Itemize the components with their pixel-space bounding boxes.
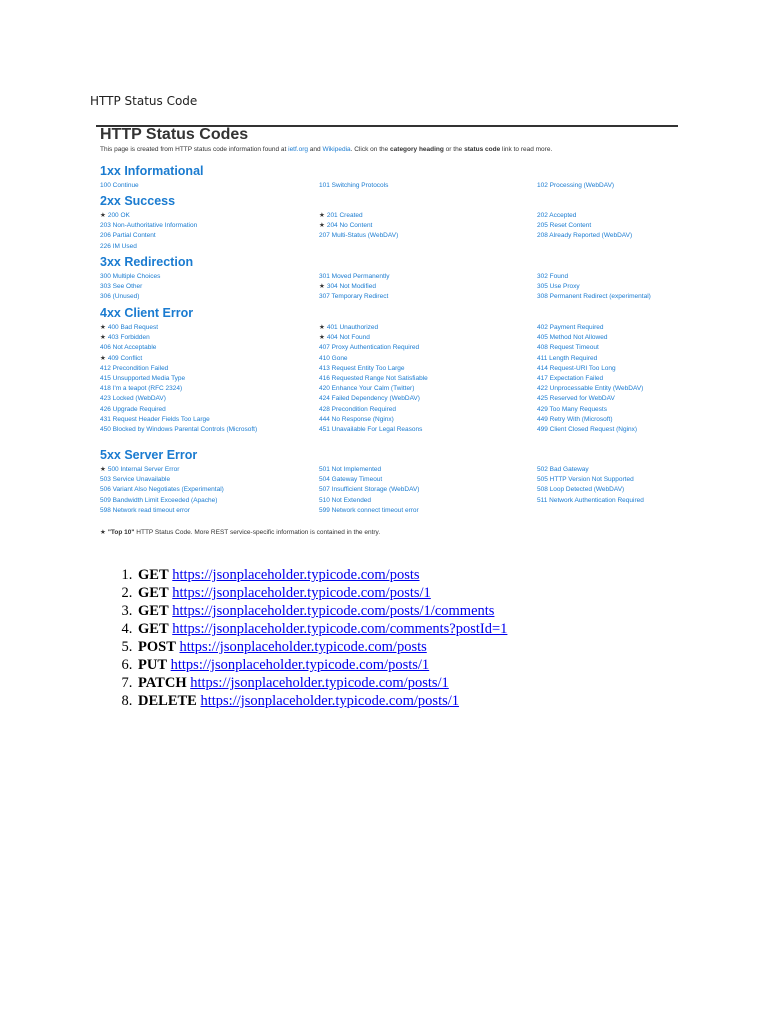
status-code-label: 202 Accepted: [537, 212, 577, 219]
top10-footnote: ★ "Top 10" HTTP Status Code. More REST service-specific information is contained in the entry.: [100, 529, 381, 536]
status-code-label: 411 Length Required: [537, 354, 598, 362]
status-code-label: 401 Unauthorized: [326, 324, 379, 331]
star-icon: ★: [100, 354, 106, 362]
http-method: GET: [138, 585, 169, 601]
status-code-link[interactable]: [100, 506, 190, 516]
request-url-link[interactable]: https://jsonplaceholder.typicode.com/posts: [179, 639, 427, 655]
status-code-link[interactable]: [319, 272, 389, 282]
status-code-link[interactable]: [537, 343, 599, 353]
request-item: [136, 620, 507, 638]
status-code-label: 449 Retry With (Microsoft): [537, 415, 613, 423]
request-url-link[interactable]: https://jsonplaceholder.typicode.com/posts/1: [172, 585, 431, 601]
status-code-label: 450 Blocked by Windows Parental Controls (Microsoft): [100, 426, 258, 433]
status-code-link[interactable]: [537, 181, 614, 191]
request-url-link[interactable]: https://jsonplaceholder.typicode.com/posts/1: [190, 675, 449, 691]
status-code-link[interactable]: [319, 374, 428, 384]
star-icon: ★: [100, 324, 106, 331]
status-code-label: 300 Multiple Choices: [100, 273, 161, 280]
http-method: POST: [138, 639, 176, 655]
status-code-label: 200 OK: [107, 212, 130, 219]
status-code-link[interactable]: [537, 282, 580, 292]
status-code-label: 415 Unsupported Media Type: [100, 375, 186, 382]
status-code-link[interactable]: [100, 221, 197, 231]
status-code-link[interactable]: [537, 333, 607, 343]
status-code-link[interactable]: [100, 364, 168, 374]
status-code-label: 102 Processing (WebDAV): [537, 182, 615, 189]
status-code-link[interactable]: [537, 374, 603, 384]
status-code-link[interactable]: [537, 364, 616, 374]
status-code-label: 423 Locked (WebDAV): [100, 395, 166, 403]
status-code-label: 598 Network read timeout error: [100, 506, 190, 514]
status-code-label: 305 Use Proxy: [537, 283, 580, 291]
status-code-link[interactable]: [537, 354, 597, 364]
status-code-label: 505 HTTP Version Not Supported: [537, 476, 634, 484]
status-code-link[interactable]: [537, 272, 568, 282]
status-code-label: 420 Enhance Your Calm (Twitter): [319, 385, 415, 393]
star-icon: ★: [319, 324, 325, 331]
status-code-link[interactable]: [537, 485, 624, 495]
status-code-link[interactable]: [537, 292, 651, 302]
star-icon: ★: [100, 212, 106, 219]
status-code-link[interactable]: [537, 384, 643, 394]
status-code-link[interactable]: [319, 405, 396, 415]
status-code-label: 301 Moved Permanently: [319, 273, 390, 280]
status-code-link[interactable]: [100, 415, 210, 425]
status-code-label: 507 Insufficient Storage (WebDAV): [319, 486, 420, 494]
status-code-label: 504 Gateway Timeout: [319, 476, 383, 484]
status-code-link[interactable]: [319, 496, 371, 506]
status-code-label: 101 Switching Protocols: [319, 182, 389, 189]
status-code-label: 306 (Unused): [100, 293, 140, 301]
status-code-link[interactable]: [100, 496, 217, 506]
status-code-link[interactable]: [100, 282, 142, 292]
status-code-link[interactable]: [100, 231, 156, 241]
ietf-link[interactable]: ietf.org: [288, 146, 308, 153]
status-code-label: 499 Client Closed Request (Nginx): [537, 426, 638, 433]
star-icon: ★: [319, 283, 325, 291]
category-heading[interactable]: 5xx Server Error: [100, 448, 198, 462]
status-code-label: 414 Request-URI Too Long: [537, 364, 616, 372]
request-item: [136, 692, 507, 710]
status-code-label: 417 Expectation Failed: [537, 375, 604, 382]
http-method: GET: [138, 621, 169, 637]
status-code-link[interactable]: [100, 333, 150, 343]
status-code-label: 407 Proxy Authentication Required: [319, 344, 420, 352]
status-code-link[interactable]: [319, 221, 372, 231]
status-code-link[interactable]: [100, 374, 185, 384]
status-code-label: 502 Bad Gateway: [537, 466, 589, 473]
status-code-link[interactable]: [100, 394, 166, 404]
status-code-label: 451 Unavailable For Legal Reasons: [319, 426, 423, 433]
status-code-label: 409 Conflict: [107, 354, 143, 362]
status-code-link[interactable]: [537, 323, 604, 333]
status-code-link[interactable]: [537, 405, 607, 415]
status-code-label: 405 Method Not Allowed: [537, 334, 608, 342]
request-item: [136, 656, 507, 674]
star-icon: ★: [319, 212, 325, 219]
request-item: [136, 674, 507, 692]
document-title: HTTP Status Code: [90, 94, 198, 108]
status-code-link[interactable]: [100, 211, 130, 221]
status-code-link[interactable]: [100, 323, 158, 333]
category-heading[interactable]: 1xx Informational: [100, 164, 204, 178]
status-code-label: 501 Not Implemented: [319, 466, 382, 473]
status-code-label: 100 Continue: [100, 182, 139, 189]
category-heading[interactable]: 4xx Client Error: [100, 306, 194, 320]
status-codes-heading: HTTP Status Codes: [100, 126, 249, 143]
status-code-link[interactable]: [100, 343, 156, 353]
status-code-link[interactable]: [100, 485, 224, 495]
request-url-link[interactable]: https://jsonplaceholder.typicode.com/posts: [172, 567, 420, 583]
status-code-link[interactable]: [319, 364, 405, 374]
status-code-label: 308 Permanent Redirect (experimental): [537, 293, 651, 301]
status-code-label: 205 Reset Content: [537, 222, 592, 230]
status-code-link[interactable]: [319, 211, 363, 221]
status-code-link[interactable]: [100, 405, 166, 415]
status-code-link[interactable]: [537, 415, 613, 425]
status-code-link[interactable]: [319, 425, 422, 435]
status-code-label: 511 Network Authentication Required: [537, 496, 644, 504]
status-code-link[interactable]: [537, 221, 591, 231]
request-url-link[interactable]: https://jsonplaceholder.typicode.com/posts/1: [170, 657, 430, 673]
http-method: DELETE: [138, 693, 197, 709]
status-code-label: 204 No Content: [326, 222, 373, 230]
request-item: [136, 566, 507, 584]
http-method: PUT: [138, 657, 167, 673]
status-code-label: 302 Found: [537, 273, 569, 280]
status-code-label: 304 Not Modified: [326, 283, 376, 291]
status-code-link[interactable]: [100, 384, 182, 394]
star-icon: ★: [100, 466, 106, 473]
status-code-link[interactable]: [319, 475, 382, 485]
star-icon: ★: [319, 222, 325, 230]
status-code-label: 503 Service Unavailable: [100, 476, 171, 484]
status-code-label: 428 Precondition Required: [319, 405, 396, 413]
status-code-label: 426 Upgrade Required: [100, 405, 166, 413]
status-code-link[interactable]: [319, 415, 394, 425]
request-list: [86, 566, 507, 710]
status-code-link[interactable]: [100, 425, 257, 435]
status-code-label: 400 Bad Request: [107, 324, 159, 331]
status-code-link[interactable]: [537, 496, 644, 506]
status-code-label: 416 Requested Range Not Satisfiable: [319, 375, 428, 382]
status-code-label: 418 I'm a teapot (RFC 2324): [100, 385, 183, 393]
wikipedia-link[interactable]: Wikipedia: [322, 146, 351, 153]
status-code-label: 206 Partial Content: [100, 232, 156, 240]
status-code-label: 510 Not Extended: [319, 496, 372, 504]
star-icon: ★: [100, 529, 106, 536]
status-code-label: 410 Gone: [319, 354, 348, 362]
status-code-link[interactable]: [537, 231, 632, 241]
status-code-link[interactable]: [100, 354, 142, 364]
http-method: GET: [138, 567, 169, 583]
status-code-label: 500 Internal Server Error: [107, 466, 180, 473]
status-code-link[interactable]: [319, 394, 420, 404]
http-method: GET: [138, 603, 169, 619]
request-item: [136, 638, 507, 656]
status-code-link[interactable]: [319, 333, 370, 343]
status-code-link[interactable]: [100, 465, 179, 475]
status-code-link[interactable]: [100, 242, 137, 252]
status-code-link[interactable]: [319, 282, 376, 292]
status-code-link[interactable]: [537, 425, 637, 435]
status-code-label: 303 See Other: [100, 283, 143, 291]
status-code-link[interactable]: [319, 384, 414, 394]
status-code-link[interactable]: [537, 465, 589, 475]
status-code-label: 412 Precondition Failed: [100, 364, 169, 372]
status-code-link[interactable]: [100, 272, 160, 282]
status-code-label: 403 Forbidden: [107, 334, 150, 342]
request-url-link[interactable]: https://jsonplaceholder.typicode.com/posts/1/comments: [172, 603, 495, 619]
intro-text: This page is created from HTTP status code information found at ietf.org and Wikipedia. Click on the category heading or the status code link to read more.: [100, 146, 553, 153]
status-code-link[interactable]: [100, 475, 170, 485]
status-code-label: 444 No Response (Nginx): [319, 415, 394, 423]
status-code-label: 208 Already Reported (WebDAV): [537, 232, 633, 240]
status-code-label: 599 Network connect timeout error: [319, 506, 419, 514]
status-code-link[interactable]: [319, 323, 378, 333]
status-code-link[interactable]: [100, 181, 139, 191]
request-item: [136, 602, 507, 620]
request-url-link[interactable]: https://jsonplaceholder.typicode.com/posts/1: [200, 693, 460, 709]
status-code-link[interactable]: [537, 475, 634, 485]
request-url-link[interactable]: https://jsonplaceholder.typicode.com/comments?postId=1: [172, 621, 508, 637]
status-code-label: 431 Request Header Fields Too Large: [100, 415, 210, 423]
status-code-label: 506 Variant Also Negotiates (Experimental): [100, 486, 224, 494]
status-code-link[interactable]: [537, 211, 576, 221]
status-code-label: 307 Temporary Redirect: [319, 293, 389, 301]
status-code-label: 424 Failed Dependency (WebDAV): [319, 395, 420, 403]
status-code-label: 422 Unprocessable Entity (WebDAV): [537, 385, 644, 393]
status-code-link[interactable]: [319, 292, 388, 302]
status-code-label: 207 Multi-Status (WebDAV): [319, 232, 399, 240]
status-code-label: 203 Non-Authoritative Information: [100, 222, 198, 230]
status-code-link[interactable]: [319, 465, 381, 475]
status-code-link[interactable]: [319, 485, 419, 495]
status-code-link[interactable]: [319, 231, 398, 241]
star-icon: ★: [100, 334, 106, 342]
status-code-label: 413 Request Entity Too Large: [319, 364, 405, 372]
status-code-label: 402 Payment Required: [537, 324, 604, 331]
status-code-label: 406 Not Acceptable: [100, 344, 157, 352]
category-heading[interactable]: 2xx Success: [100, 194, 176, 208]
status-code-label: 425 Reserved for WebDAV: [537, 395, 615, 403]
status-code-label: 429 Too Many Requests: [537, 405, 607, 413]
request-item: [136, 584, 507, 602]
status-code-link[interactable]: [100, 292, 139, 302]
status-code-link[interactable]: [537, 394, 615, 404]
star-icon: ★: [319, 334, 325, 342]
status-code-label: 226 IM Used: [100, 242, 137, 250]
status-code-link[interactable]: [319, 354, 348, 364]
status-code-link[interactable]: [319, 181, 388, 191]
status-code-label: 408 Request Timeout: [537, 344, 599, 352]
status-code-label: 509 Bandwidth Limit Exceeded (Apache): [100, 496, 218, 504]
status-code-label: 201 Created: [326, 212, 363, 219]
status-code-label: 508 Loop Detected (WebDAV): [537, 486, 625, 494]
http-method: PATCH: [138, 675, 187, 691]
status-code-link[interactable]: [319, 343, 419, 353]
status-code-link[interactable]: [319, 506, 419, 516]
category-heading[interactable]: 3xx Redirection: [100, 255, 194, 269]
status-code-label: 404 Not Found: [326, 334, 370, 342]
